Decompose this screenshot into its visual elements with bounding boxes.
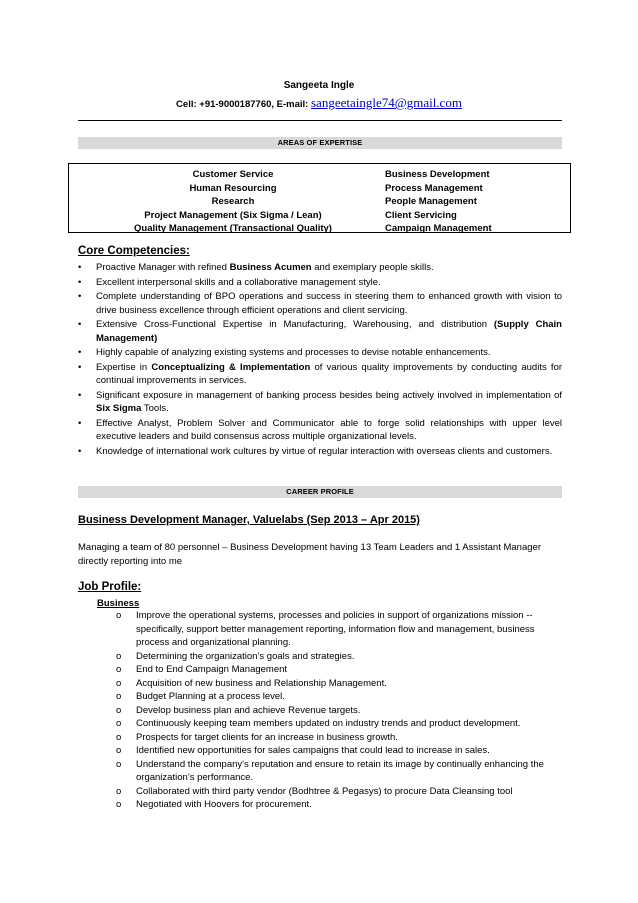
task-text: Collaborated with third party vendor (Bodhtree & Pegasys) to procure Data Cleansing tool: [136, 785, 513, 797]
competency-text-end: and exemplary people skills.: [311, 262, 434, 273]
contact-line: [0, 95, 638, 111]
circle-bullet-icon: o: [116, 691, 122, 702]
bullet-icon: •: [78, 347, 82, 359]
task-text: Negotiated with Hoovers for procurement.: [136, 799, 312, 810]
competency-text-end: of various quality improvements by conducting audits for continual improvements in services.: [96, 361, 563, 387]
task-text: Identified new opportunities for sales campaigns that could lead to increase in sales.: [136, 745, 490, 756]
competency-item: [78, 417, 562, 443]
bullet-icon: •: [78, 389, 82, 401]
competency-item: [78, 261, 562, 274]
task-item: [116, 744, 562, 758]
expertise-item: Process Management: [385, 182, 483, 194]
task-item: [116, 690, 562, 704]
expertise-left-column: [69, 168, 397, 236]
task-item: [116, 650, 562, 664]
task-text: Prospects for target clients for an increase in business growth.: [136, 731, 398, 743]
competency-text: Complete understanding of BPO operations and success in steering them to enhanced growth with vision to drive business excellence through efficient operations and client servicing.: [96, 291, 562, 316]
competency-item: [78, 389, 562, 415]
circle-bullet-icon: o: [116, 799, 122, 810]
task-item: [116, 798, 562, 812]
competency-highlight: Business Acumen: [229, 262, 312, 273]
task-text: Budget Planning at a process level.: [136, 691, 285, 702]
expertise-item: Human Resourcing: [189, 182, 277, 194]
circle-bullet-icon: o: [116, 704, 122, 716]
circle-bullet-icon: o: [116, 610, 122, 621]
competency-highlight: (Supply Chain Management): [96, 319, 562, 344]
competency-item: [78, 290, 562, 316]
task-text: Acquisition of new business and Relationship Management.: [136, 677, 387, 689]
job-description: Managing a team of 80 personnel – Business Development having 13 Team Leaders and 1 Assistant Manager directly reporting into me: [78, 542, 541, 567]
career-section-header: CAREER PROFILE: [78, 486, 562, 498]
competency-text: Significant exposure in management of banking process besides being actively involved in implementation of: [96, 389, 562, 401]
task-item: [116, 717, 562, 731]
circle-bullet-icon: o: [116, 718, 122, 729]
email-link[interactable]: sangeetaingle74@gmail.com: [310, 95, 462, 110]
expertise-section-header: AREAS OF EXPERTISE: [78, 137, 562, 149]
task-text: Determining the organization’s goals and strategies.: [136, 650, 355, 662]
competency-text: Excellent interpersonal skills and a collaborative management style.: [96, 276, 381, 288]
expertise-item: Campaign Management: [385, 223, 492, 234]
task-item: [116, 704, 562, 718]
contact-phone: Cell: +91-9000187760, E-mail:: [176, 99, 311, 110]
job-task-list: [116, 609, 562, 812]
competency-text: Proactive Manager with refined: [96, 262, 230, 273]
task-text: Develop business plan and achieve Revenue targets.: [136, 704, 361, 716]
expertise-right-column: [385, 168, 492, 236]
bullet-icon: •: [78, 417, 82, 429]
competency-highlight: Conceptualizing & Implementation: [151, 361, 311, 373]
expertise-item: Project Management (Six Sigma / Lean): [144, 209, 322, 221]
circle-bullet-icon: o: [116, 758, 122, 770]
competency-text: Knowledge of international work cultures by virtue of regular interaction with overseas clients and customers.: [96, 445, 553, 457]
task-item: [116, 785, 562, 799]
competency-text-end: Tools.: [141, 403, 169, 415]
expertise-item: Business Development: [385, 169, 490, 180]
bullet-icon: •: [78, 276, 82, 288]
competency-item: [78, 445, 562, 458]
core-competencies-heading: Core Competencies:: [78, 245, 190, 257]
task-item: [116, 677, 562, 691]
task-item: [116, 758, 562, 785]
expertise-item: Research: [211, 196, 255, 207]
job-profile-heading: Job Profile:: [78, 581, 142, 593]
job-title: Business Development Manager, Valuelabs (Sep 2013 – Apr 2015): [78, 514, 420, 526]
competency-item: [78, 276, 562, 289]
expertise-box: [68, 163, 571, 233]
bullet-icon: •: [78, 319, 82, 331]
task-text: End to End Campaign Management: [136, 664, 288, 675]
competency-item: [78, 346, 562, 359]
bullet-icon: •: [78, 262, 82, 273]
bullet-icon: •: [78, 445, 82, 457]
circle-bullet-icon: o: [116, 664, 122, 675]
competency-text: Highly capable of analyzing existing systems and processes to devise notable enhancements.: [96, 347, 491, 359]
bullet-icon: •: [78, 361, 82, 373]
candidate-name: Sangeeta Ingle: [283, 80, 355, 91]
competency-text: Effective Analyst, Problem Solver and Communicator able to forge solid relationships with upper level executive leaders and build consensus across multiple organizational levels.: [96, 417, 562, 442]
expertise-item: Quality Management (Transactional Quality): [134, 223, 332, 234]
task-text: Understand the company's reputation and ensure to retain its image by continually enhancing the organization’s performance.: [136, 758, 544, 783]
circle-bullet-icon: o: [116, 650, 122, 662]
competency-text: Expertise in: [96, 361, 152, 373]
business-subheading: Business: [97, 598, 140, 609]
core-competencies-list: [78, 261, 562, 459]
circle-bullet-icon: o: [116, 745, 122, 756]
task-text: Improve the operational systems, processes and policies in support of organizations mission -- specifically, support better management reporting, information flow and management, business process and organizational planning.: [136, 610, 535, 648]
header-divider: [78, 120, 562, 121]
expertise-item: People Management: [385, 196, 477, 207]
competency-item: [78, 318, 562, 344]
circle-bullet-icon: o: [116, 785, 122, 797]
task-item: [116, 663, 562, 677]
competency-highlight: Six Sigma: [96, 403, 142, 415]
competency-text: Extensive Cross-Functional Expertise in Manufacturing, Warehousing, and distribution: [96, 319, 494, 331]
bullet-icon: •: [78, 291, 82, 303]
circle-bullet-icon: o: [116, 677, 122, 689]
task-item: [116, 609, 562, 650]
circle-bullet-icon: o: [116, 731, 122, 743]
task-text: Continuously keeping team members updated on industry trends and product development.: [136, 718, 521, 729]
task-item: [116, 731, 562, 745]
expertise-item: Client Servicing: [385, 209, 457, 221]
expertise-item: Customer Service: [192, 169, 274, 180]
competency-item: [78, 361, 562, 387]
